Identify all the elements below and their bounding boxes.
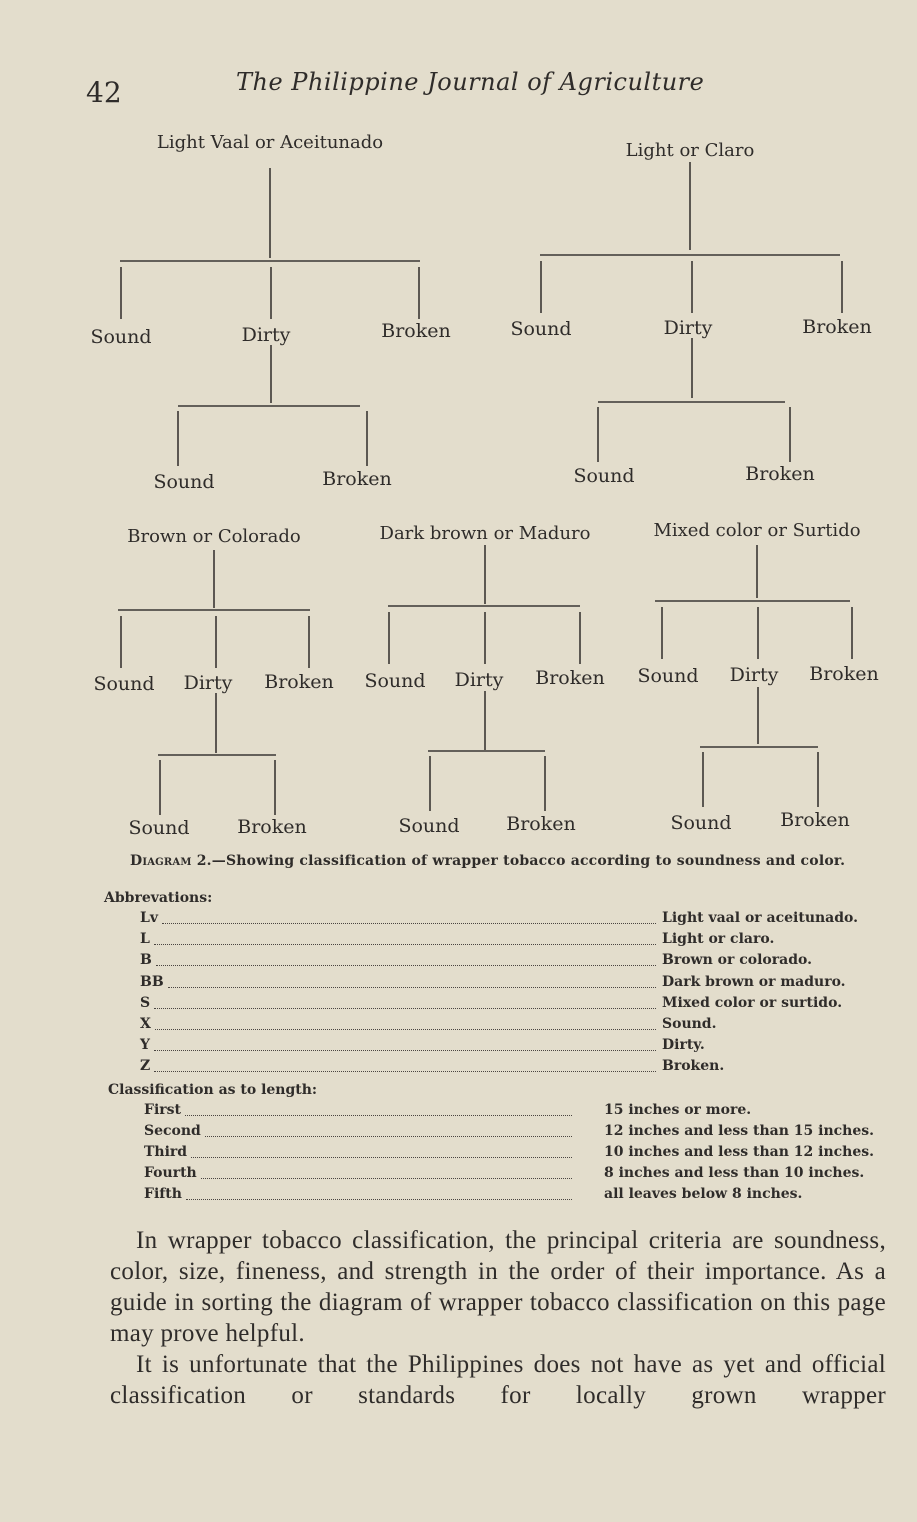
- tree-child-label: Sound: [364, 670, 426, 692]
- list-key: First: [144, 1102, 181, 1118]
- dotted-leader: [154, 944, 656, 945]
- list-key: Third: [144, 1144, 188, 1160]
- tree-child-label: Broken: [381, 320, 451, 342]
- list-row: [144, 1144, 889, 1165]
- tree-subchild-label: Sound: [670, 812, 732, 834]
- list-value: Brown or colorado.: [662, 952, 812, 969]
- list-key: B: [140, 952, 152, 969]
- dotted-leader: [168, 987, 656, 988]
- tree-root-label: Dark brown or Maduro: [379, 523, 591, 544]
- tree-child-label: Dirty: [454, 669, 504, 691]
- tree-subchild-label: Sound: [398, 815, 460, 837]
- diagram-caption: [130, 853, 845, 869]
- running-head: The Philippine Journal of Agriculture: [236, 68, 705, 96]
- list-row: [144, 1102, 889, 1123]
- list-value: Light vaal or aceitunado.: [662, 910, 858, 926]
- list-value: Dirty.: [662, 1037, 705, 1054]
- list-row: [144, 1186, 889, 1207]
- list-row: [144, 1165, 889, 1186]
- body-text: [110, 1225, 886, 1411]
- tree-child-label: Dirty: [183, 672, 233, 694]
- tree-subchild-label: Broken: [237, 816, 307, 838]
- tree-root-label: Mixed color or Surtido: [653, 520, 861, 541]
- tree-root-label: Light or Claro: [625, 140, 755, 161]
- tree-root-label: Brown or Colorado: [127, 526, 301, 547]
- list-value: 10 inches and less than 12 inches.: [604, 1144, 874, 1160]
- tree-child-label: Broken: [802, 316, 872, 338]
- list-value: Light or claro.: [662, 931, 775, 948]
- tree-child-label: Dirty: [729, 664, 779, 686]
- length-classification-heading: Classification as to length:: [108, 1082, 318, 1098]
- page-number: 42: [86, 76, 122, 109]
- abbreviations-heading: Abbrevations:: [104, 890, 213, 906]
- list-row: [140, 1016, 880, 1037]
- list-value: 15 inches or more.: [604, 1102, 752, 1118]
- tree-child-label: Sound: [93, 673, 155, 695]
- list-row: [144, 1123, 889, 1144]
- dotted-leader: [156, 965, 656, 966]
- list-value: 12 inches and less than 15 inches.: [604, 1123, 874, 1139]
- list-value: Broken.: [662, 1058, 725, 1075]
- dotted-leader: [154, 1050, 656, 1051]
- list-key: Fifth: [144, 1186, 182, 1202]
- dotted-leader: [185, 1115, 572, 1116]
- tree-child-label: Sound: [637, 665, 699, 687]
- list-row: [140, 910, 880, 931]
- list-value: Sound.: [662, 1016, 717, 1032]
- list-key: Y: [140, 1037, 150, 1054]
- list-row: [140, 1058, 880, 1079]
- tree-subchild-label: Sound: [128, 817, 190, 839]
- list-key: Z: [140, 1058, 151, 1075]
- tree-subchild-label: Broken: [780, 809, 850, 831]
- paragraph: It is unfortunate that the Philippines does not have as yet and official classification or standards for locally grown wrapper: [110, 1351, 886, 1409]
- list-value: Dark brown or maduro.: [662, 973, 846, 990]
- tree-child-label: Dirty: [241, 324, 291, 346]
- dotted-leader: [186, 1199, 572, 1200]
- list-key: L: [140, 931, 150, 948]
- dotted-leader: [201, 1178, 572, 1179]
- tree-subchild-label: Sound: [153, 471, 215, 493]
- list-value: 8 inches and less than 10 inches.: [604, 1165, 865, 1181]
- diagram-caption-label: Diagram 2.: [130, 853, 212, 869]
- diagram-caption-text: —Showing classification of wrapper tobacco according to soundness and color.: [211, 853, 846, 869]
- list-key: X: [140, 1016, 151, 1032]
- list-value: Mixed color or surtido.: [662, 994, 843, 1011]
- list-key: Second: [144, 1123, 201, 1139]
- tree-subchild-label: Broken: [322, 468, 392, 490]
- tree-child-label: Sound: [90, 326, 152, 348]
- list-value: all leaves below 8 inches.: [604, 1186, 803, 1202]
- tree-child-label: Broken: [809, 663, 879, 685]
- list-row: [140, 1037, 880, 1058]
- list-row: [140, 931, 880, 952]
- dotted-leader: [154, 1071, 656, 1072]
- dotted-leader: [191, 1157, 572, 1158]
- tree-root-label: Light Vaal or Aceitunado: [156, 132, 384, 153]
- tree-child-label: Dirty: [663, 317, 713, 339]
- dotted-leader: [155, 1029, 656, 1030]
- tree-subchild-label: Broken: [506, 813, 576, 835]
- dotted-leader: [205, 1136, 572, 1137]
- list-key: Fourth: [144, 1165, 197, 1181]
- dotted-leader: [154, 1008, 656, 1009]
- paragraph: In wrapper tobacco classification, the principal criteria are soundness, color, size, fineness, and strength in the order of their importance. As a guide in sorting the diagram of wrapper tobacco classification on this page may prove helpful.: [110, 1227, 886, 1347]
- tree-child-label: Sound: [510, 318, 572, 340]
- list-key: Lv: [140, 910, 158, 926]
- tree-subchild-label: Broken: [745, 463, 815, 485]
- tree-child-label: Broken: [535, 667, 605, 689]
- list-row: [140, 974, 880, 995]
- tree-subchild-label: Sound: [573, 465, 635, 487]
- list-key: S: [140, 994, 151, 1011]
- list-row: [140, 952, 880, 973]
- tree-child-label: Broken: [264, 671, 334, 693]
- list-row: [140, 995, 880, 1016]
- dotted-leader: [162, 923, 656, 924]
- list-key: BB: [140, 973, 164, 990]
